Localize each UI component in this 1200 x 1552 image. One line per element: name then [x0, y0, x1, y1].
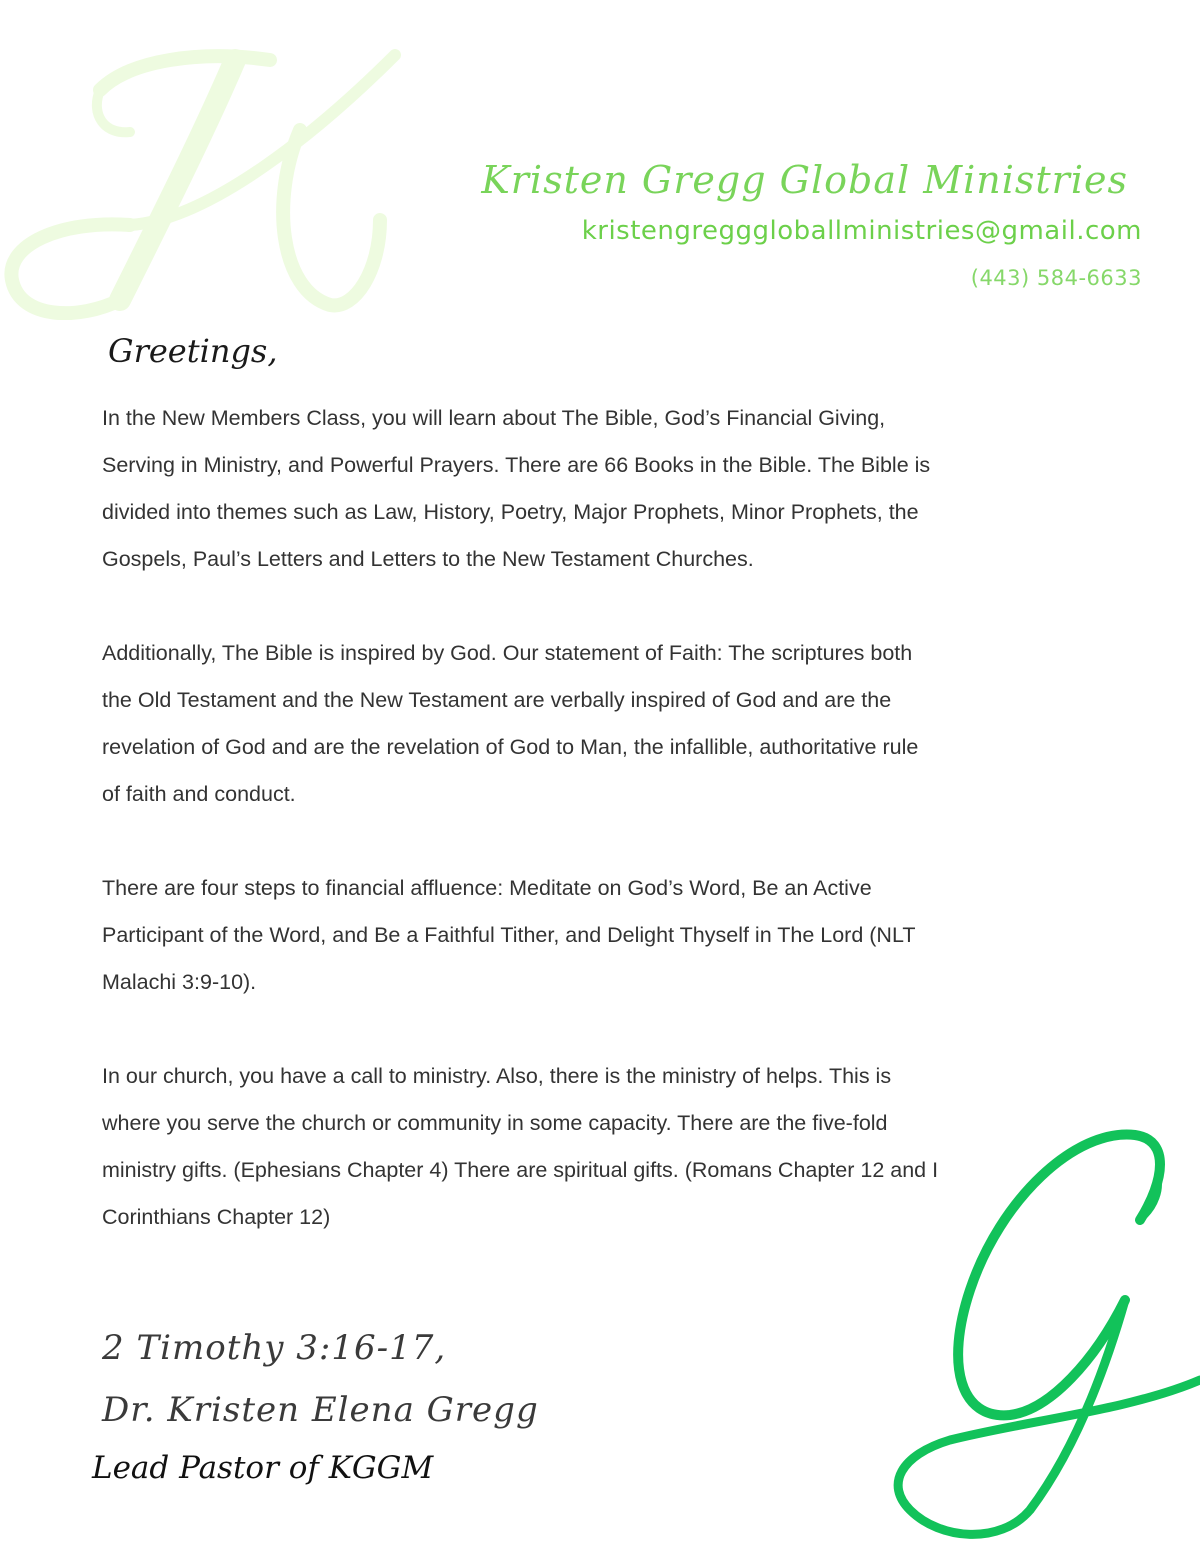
monogram-g-logo: [880, 1120, 1200, 1540]
paragraph-call-to-ministry: In our church, you have a call to ministry. Also, there is the ministry of helps. This is where you serve the church or community in some capacity. There are the five-fold ministry gifts. (Ephesians Chapter 4) There are spiritual gifts. (Romans Chapter 12 and I Corinthians Chapter 12): [102, 1064, 939, 1229]
letter-body: [102, 395, 942, 1288]
paragraph-new-members: In the New Members Class, you will learn about The Bible, God’s Financial Giving, Serving in Ministry, and Powerful Prayers. There are 66 Books in the Bible. The Bible is divided into themes such as Law, History, Poetry, Major Prophets, Minor Prophets, the Gospels, Paul’s Letters and Letters to the New Testament Churches.: [102, 406, 931, 571]
signature-name: Dr. Kristen Elena Gregg: [102, 1390, 539, 1430]
signature-title: Lead Pastor of KGGM: [92, 1450, 434, 1486]
letter-greeting: Greetings,: [108, 332, 278, 370]
organization-name: Kristen Gregg Global Ministries: [481, 158, 1128, 202]
organization-phone[interactable]: (443) 584-6633: [970, 266, 1142, 290]
monogram-k-logo: [0, 20, 420, 320]
paragraph-statement-of-faith: Additionally, The Bible is inspired by God. Our statement of Faith: The scriptures both the Old Testament and the New Testament are verbally inspired of God and are the revelation of God and are the revelation of God to Man, the infallible, authoritative rule of faith and conduct.: [102, 641, 919, 806]
paragraph-financial-affluence: There are four steps to financial affluence: Meditate on God’s Word, Be an Active Participant of the Word, and Be a Faithful Tither, and Delight Thyself in The Lord (NLT Malachi 3:9-10).: [102, 876, 916, 994]
organization-email[interactable]: kristengregggloballministries@gmail.com: [581, 216, 1142, 246]
scripture-reference: 2 Timothy 3:16-17,: [102, 1328, 447, 1368]
